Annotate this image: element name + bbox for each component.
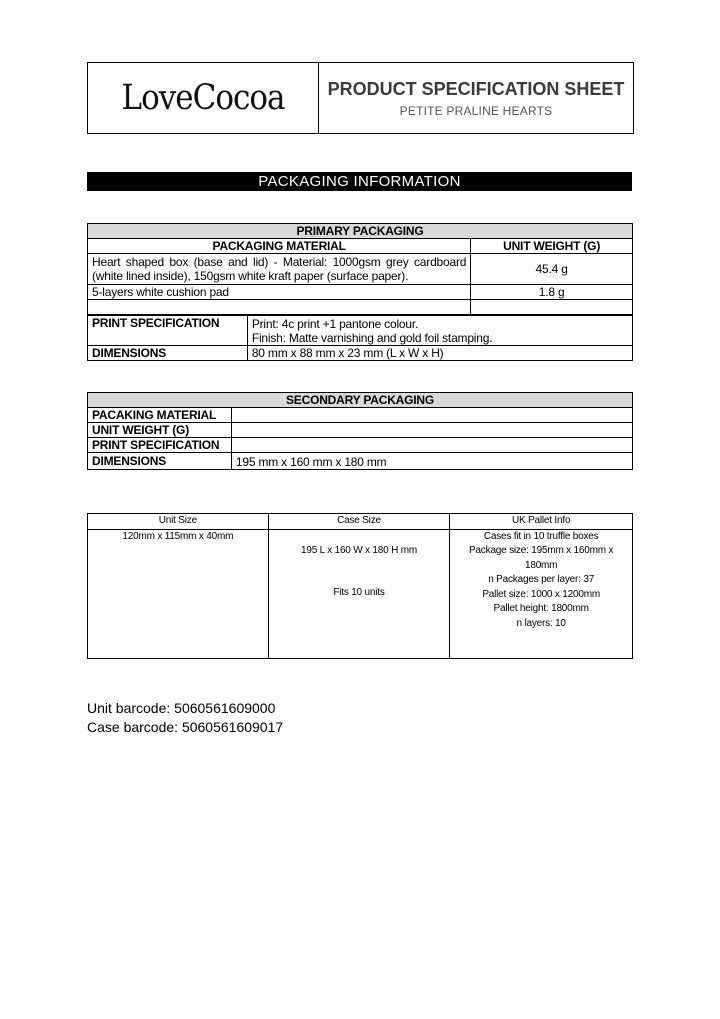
spec-header	[87, 62, 634, 134]
empty-cell	[471, 300, 633, 315]
packaging-material-header: PACKAGING MATERIAL	[88, 239, 471, 254]
unit-size-value	[88, 529, 269, 658]
secondary-print-label: PRINT SPECIFICATION	[88, 438, 232, 453]
dimensions-value: 80 mm x 88 mm x 23 mm (L x W x H)	[247, 346, 632, 361]
secondary-material-label: PACAKING MATERIAL	[88, 408, 232, 423]
secondary-packaging-table	[87, 392, 633, 470]
unit-weight-header: UNIT WEIGHT (G)	[471, 239, 633, 254]
case-barcode: Case barcode: 5060561609017	[87, 719, 284, 735]
secondary-material-value	[231, 408, 632, 423]
print-spec-label: PRINT SPECIFICATION	[88, 316, 248, 346]
secondary-weight-label: UNIT WEIGHT (G)	[88, 423, 232, 438]
unit-size-text: 120mm x 115mm x 40mm	[122, 530, 234, 542]
case-size-header: Case Size	[268, 514, 450, 530]
empty-cell	[88, 300, 471, 315]
secondary-print-value	[231, 438, 632, 453]
pallet-info-header: UK Pallet Info	[450, 514, 633, 530]
case-fits-text: Fits 10 units	[333, 587, 385, 598]
secondary-dimensions-value: 195 mm x 160 mm x 180 mm	[231, 453, 632, 470]
print-spec-line: Finish: Matte varnishing and gold foil stamping.	[251, 330, 493, 345]
weight-cell: 1.8 g	[471, 285, 633, 300]
material-cell: 5-layers white cushion pad	[88, 285, 471, 300]
weight-cell: 45.4 g	[471, 254, 633, 285]
primary-spec-table	[87, 315, 633, 361]
pallet-info-value	[450, 529, 633, 658]
brand-logo: LoveCocoa	[121, 77, 285, 119]
print-spec-value	[247, 316, 632, 346]
material-cell: Heart shaped box (base and lid) - Material: 1000gsm grey cardboard (white lined inside), 150gsm white kraft paper (surface paper).	[88, 254, 471, 285]
pallet-line: n Packages per layer: 37	[488, 574, 595, 585]
pallet-line: 180mm	[524, 559, 558, 571]
secondary-dimensions-label: DIMENSIONS	[88, 453, 232, 470]
pallet-line: Pallet size: 1000 x 1200mm	[482, 588, 600, 600]
case-size-text: 195 L x 160 W x 180 H mm	[300, 544, 417, 556]
barcode-info	[87, 699, 283, 737]
unit-barcode: Unit barcode: 5060561609000	[87, 700, 276, 716]
pallet-line: n layers: 10	[516, 617, 566, 629]
primary-packaging-title: PRIMARY PACKAGING	[88, 224, 633, 239]
title-cell	[319, 63, 633, 133]
dimensions-label: DIMENSIONS	[88, 346, 248, 361]
unit-size-header: Unit Size	[88, 514, 269, 530]
case-size-value	[268, 529, 450, 658]
print-spec-line: Print: 4c print +1 pantone colour.	[251, 316, 419, 331]
logo-cell	[88, 63, 319, 133]
document-title: PRODUCT SPECIFICATION SHEET	[327, 79, 625, 99]
section-banner: PACKAGING INFORMATION	[87, 172, 632, 191]
size-info-table	[87, 513, 633, 659]
pallet-line: Package size: 195mm x 160mm x	[469, 545, 614, 556]
primary-packaging-table	[87, 223, 633, 315]
pallet-line: Cases fit in 10 truffle boxes	[483, 530, 599, 542]
pallet-line: Pallet height: 1800mm	[493, 603, 589, 614]
secondary-weight-value	[231, 423, 632, 438]
product-name: PETITE PRALINE HEARTS	[399, 104, 553, 118]
secondary-packaging-title: SECONDARY PACKAGING	[88, 393, 633, 408]
